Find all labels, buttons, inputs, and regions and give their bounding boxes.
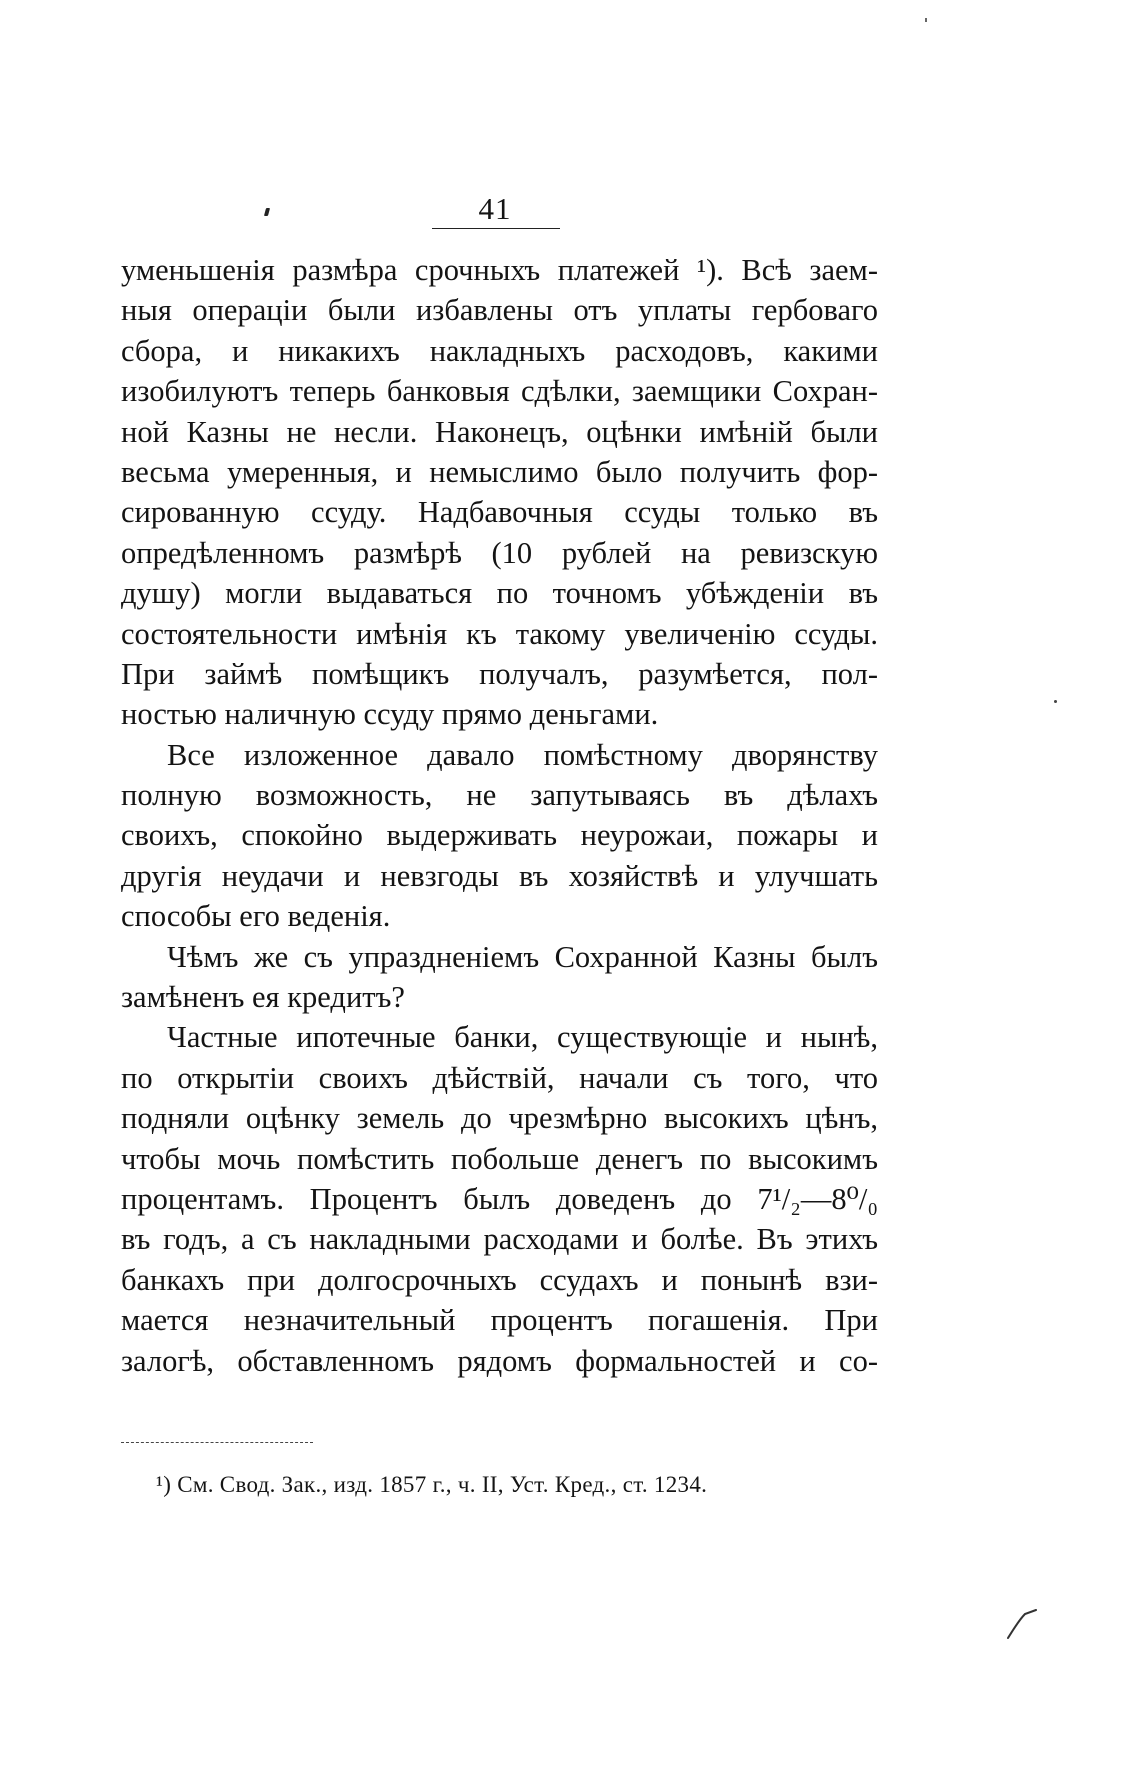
text-line: Частные ипотечные банки, существующіе и нынѣ, (167, 1020, 878, 1055)
text-line: въ годъ, а съ накладными расходами и болѣе. Въ этихъ (121, 1222, 878, 1257)
text-line: банкахъ при долгосрочныхъ ссудахъ и понынѣ взи- (121, 1262, 878, 1297)
text-line: При займѣ помѣщикъ получалъ, разумѣется, пол- (121, 656, 878, 691)
page-number-header (430, 191, 560, 227)
text-line: душу) могли выдаваться по точномъ убѣжденіи въ (121, 576, 878, 611)
text-line: Чѣмъ же съ упраздненіемъ Сохранной Казны былъ (167, 939, 878, 974)
text-line: сбора, и никакихъ накладныхъ расходовъ, какими (121, 333, 878, 368)
body-text (121, 250, 878, 1381)
stray-mark (264, 208, 270, 216)
text-line: уменьшенія размѣра срочныхъ платежей ¹). Всѣ заем- (121, 253, 878, 287)
stray-dot (1054, 700, 1057, 703)
text-line: своихъ, спокойно выдерживать неурожаи, пожары и (121, 818, 878, 853)
text-line: Все изложенное давало помѣстному дворянству (167, 737, 878, 772)
text-line: способы его веденія. (121, 899, 391, 934)
text-line: по открытіи своихъ дѣйствій, начали съ того, что (121, 1060, 878, 1095)
footnote: ¹) См. Свод. Зак., изд. 1857 г., ч. II, Уст. Кред., ст. 1234. (156, 1472, 708, 1497)
text-line: изобилуютъ теперь банковыя сдѣлки, заемщики Сохран- (121, 374, 878, 409)
pencil-mark (1005, 1608, 1039, 1640)
text-line: весьма умеренныя, и немыслимо было получить фор- (121, 454, 878, 489)
text-line: подняли оцѣнку земель до чрезмѣрно высокихъ цѣнъ, (121, 1101, 878, 1136)
text-line: полную возможность, не запутываясь въ дѣлахъ (121, 778, 878, 813)
text-line: ныя операціи были избавлены отъ уплаты гербоваго (121, 293, 878, 328)
stray-dot (925, 18, 927, 22)
text-line: замѣненъ ея кредитъ? (121, 980, 405, 1015)
text-line: ностью наличную ссуду прямо деньгами. (121, 697, 659, 732)
text-line: состоятельности имѣнія къ такому увеличенію ссуды. (121, 616, 878, 651)
footnote-rule (121, 1442, 313, 1443)
text-line: опредѣленномъ размѣрѣ (10 рублей на ревизскую (121, 535, 878, 570)
page-number: 41 (478, 191, 512, 226)
text-line: процентамъ. Процентъ былъ доведенъ до 7¹/₂—8⁰/₀ (121, 1181, 878, 1216)
text-line: мается незначительный процентъ погашенія. При (121, 1303, 878, 1338)
text-line: другія неудачи и невзгоды въ хозяйствѣ и улучшать (121, 858, 878, 893)
text-line: ной Казны не несли. Наконецъ, оцѣнки имѣній были (121, 414, 878, 449)
text-line: залогѣ, обставленномъ рядомъ формальностей и со- (121, 1343, 878, 1378)
text-line: сированную ссуду. Надбавочныя ссуды только въ (121, 495, 878, 530)
text-line: чтобы мочь помѣстить побольше денегъ по высокимъ (121, 1141, 878, 1176)
page-number-rule (432, 228, 560, 229)
